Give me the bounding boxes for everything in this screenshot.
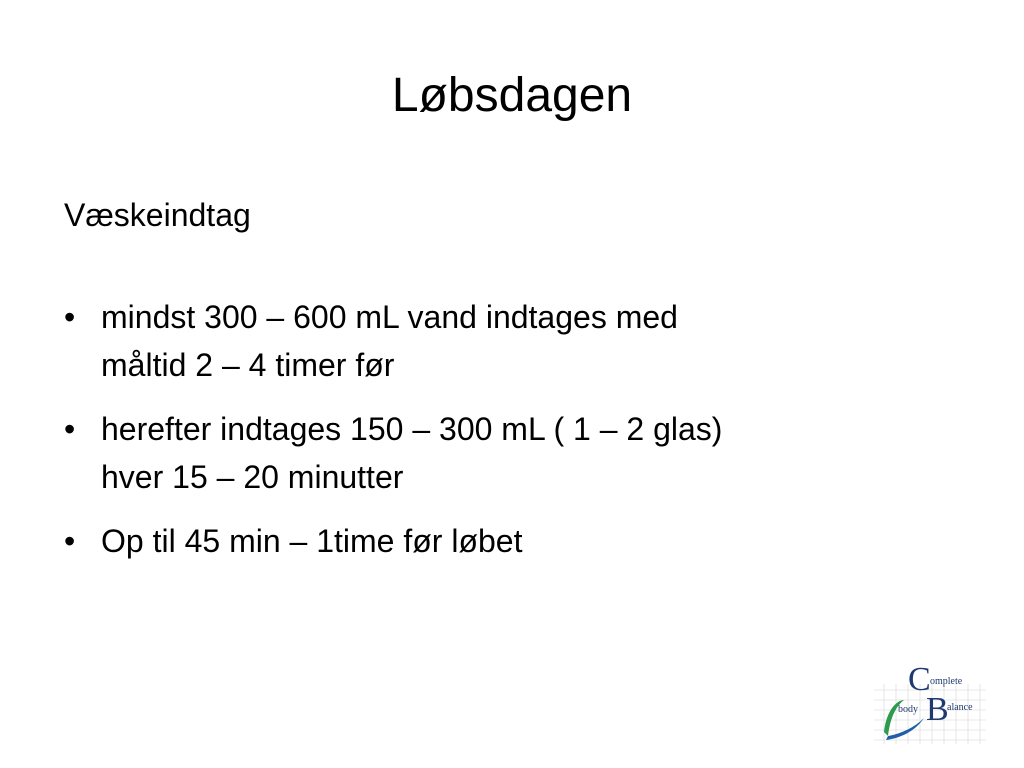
bullet-text-line: mindst 300 – 600 mL vand indtages med xyxy=(101,299,678,335)
bullet-text-line: hver 15 – 20 minutter xyxy=(101,459,404,495)
logo-graphic xyxy=(870,656,990,748)
bullet-text-line: Op til 45 min – 1time før løbet xyxy=(101,523,523,559)
complete-body-balance-logo xyxy=(870,656,990,748)
bullet-item xyxy=(64,293,964,389)
logo-letter-c: C xyxy=(908,661,931,698)
slide-title: Løbsdagen xyxy=(391,69,633,122)
logo-letter-b: B xyxy=(926,691,949,728)
bullet-item xyxy=(64,517,964,565)
bullet-item xyxy=(64,405,964,501)
swoosh-blue-icon xyxy=(886,718,924,740)
logo-word-complete: omplete xyxy=(930,676,963,687)
logo-word-body: body xyxy=(898,704,918,715)
bullet-dot: • xyxy=(64,411,76,447)
bullet-text-line: herefter indtages 150 – 300 mL ( 1 – 2 glas) xyxy=(101,411,723,447)
bullet-list xyxy=(64,293,964,565)
bullet-dot: • xyxy=(64,299,76,335)
logo-word-balance: alance xyxy=(947,702,973,713)
bullet-text-line: måltid 2 – 4 timer før xyxy=(101,347,395,383)
slide-subheading: Væskeindtag xyxy=(64,197,251,233)
bullet-dot: • xyxy=(64,523,76,559)
